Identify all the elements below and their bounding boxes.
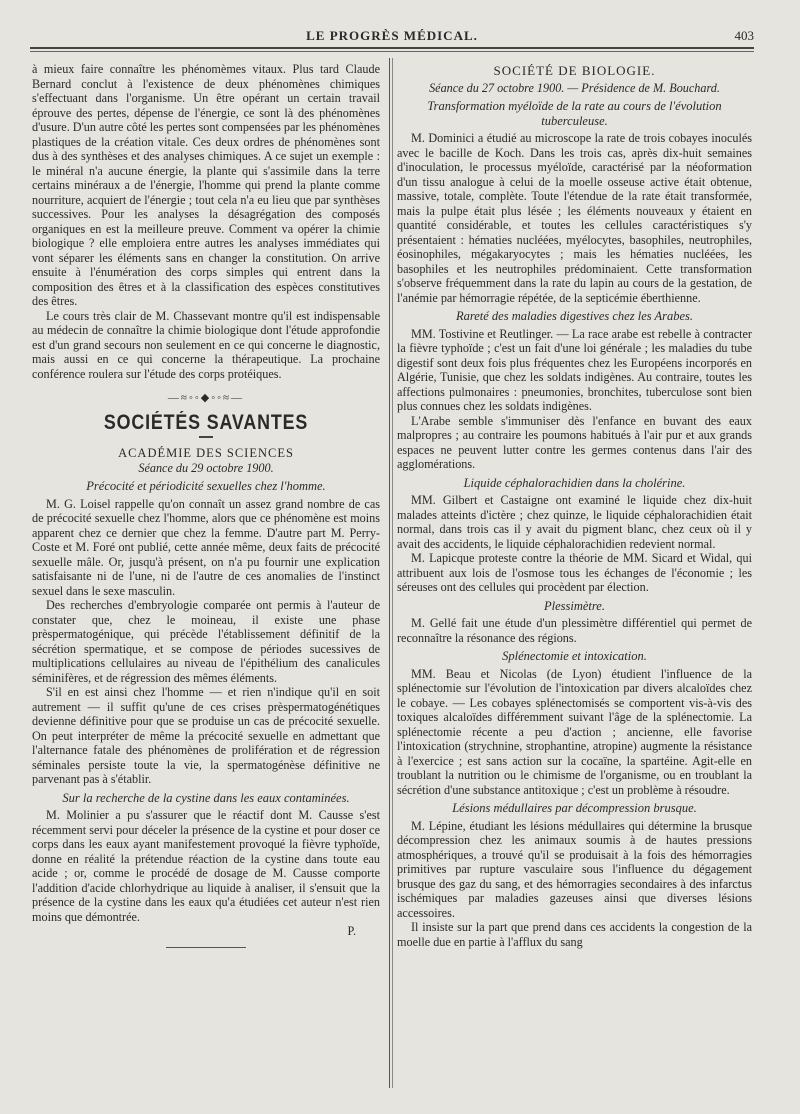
society-heading: SOCIÉTÉ DE BIOLOGIE. — [493, 63, 656, 78]
column-divider — [389, 58, 390, 1088]
end-rule — [166, 947, 246, 948]
session-date: Séance du 29 octobre 1900. — [138, 460, 274, 475]
article-title: Liquide céphalorachidien dans la cholérine. — [463, 475, 686, 490]
left-paragraph-4: Des recherches d'embryologie comparée ont permis à l'auteur de constater que, chez le moineau, il existe une phase prèspermatogénique, qui précède l'établissement définitif de la sécrétion spermatique, et se compose de périodes sucessives de multiplications cellulaires au niveau de l'épithélium des canalicules séminifères, et de régression des mêmes éléments. — [32, 598, 380, 685]
left-paragraph-5: S'il en est ainsi chez l'homme — et rien n'indique qu'il en soit autrement — il suffit qu'une de ces crises prèspermatogénétiques devienne définitive pour que se produise un cas de précocité sexuelle. On peut interpréter de même la précocité sexuelle en admettant que l'alternance fatale des phénomènes de prolifération et de régression séminales persiste toute la vie, la spermatogénèse définitive ne parvenant pas à s'établir. — [32, 685, 380, 786]
ornament-divider: —≈◦◦◆◦◦≈— — [167, 392, 245, 404]
article-title: Sur la recherche de la cystine dans les eaux contaminées. — [62, 790, 350, 805]
article-title: Splénectomie et intoxication. — [502, 649, 647, 663]
left-column — [32, 62, 380, 948]
right-paragraph-3: L'Arabe semble s'immuniser dès l'enfance en buvant des eaux malpropres ; au contraire les poumons habitués à l'air pur et aux grands espaces ne peuvent lutter contre les germes contenus dans l'air des agglomérations. — [397, 413, 752, 471]
section-heading: SOCIÉTÉS SAVANTES — [103, 410, 309, 434]
column-divider-inner — [392, 58, 393, 1088]
left-paragraph-3: M. G. Loisel rappelle qu'on connaît un assez grand nombre de cas de précocité sexuelle chez l'homme, alors que ce phénomène est moins apparent chez ce dernier que chez la femme. D'autre part M. Perry-Coste et M. Foré ont publié, cette année même, deux faits de précocité sexuelle mâle. Or, jusqu'à présent, on n'a pu fournir une explication satisfaisante ni de l'une, ni de l'autre de ces anomalies de l'instinct sexuel dans le sexe masculin. — [32, 496, 380, 598]
left-paragraph-2: Le cours très clair de M. Chassevant montre qu'il est indispensable au médecin de connaître la chimie biologique dont l'étude approfondie est d'un grand secours non seulement en ce qui concerne le diagnostic, mais aussi en ce qui concerne la thérapeutique. La prochaine conférence roulera sur l'étude des corps protéiques. — [32, 308, 380, 381]
short-rule — [199, 436, 213, 438]
article-title: Précocité et périodicité sexuelles chez l'homme. — [86, 479, 326, 493]
page-number: 403 — [734, 28, 754, 43]
right-paragraph-8: M. Lépine, étudiant les lésions médullaires qui détermine la brusque décompression chez les animaux soumis à de hautes pressions atmosphériques, a trouvé qu'il se produisait à la fois des hémorragies primitives par rupture vasculaire sous l'influence du dégagement brusque des gaz du sang, et des hémorragies secondaires à des infarctus ischémiques par maladies gazeuses ainsi que diverses lésions accessoires. — [397, 818, 752, 920]
right-paragraph-4: MM. Gilbert et Castaigne ont examiné le liquide chez dix-huit malades atteints d'ictère ; chez quinze, le liquide céphalorachidien était normal, dans trois cas il y avait du pigment blanc, chez ceux où il y avait des accidents, le liquide céphalorachidien redevient normal. — [397, 493, 752, 551]
article-title: Plessimètre. — [544, 598, 605, 613]
right-paragraph-7: MM. Beau et Nicolas (de Lyon) étudient l'influence de la splénectomie sur l'évolution de l'intoxication par divers alcaloïdes chez le cobaye. — Les cobayes splénectomisés se comportent vis-à-vis des toxiques alcaloïdes différemment suivant l'âge de la splénectomie. La splénectomie récente a peu d'action ; ancienne, elle favorise l'intoxication (strychnine, strophantine, atropine) augmente la résistance à l'exercice ; est sans action sur la cocaïne, la spartéine. Agit-elle en troublant la nutrition ou le chimisme de l'organisme, ou en troublant la sécrétion d'une substance antitoxique ; c'est un problème à résoudre. — [397, 666, 752, 797]
header-rule-thin — [30, 51, 754, 52]
right-paragraph-6: M. Gellé fait une étude d'un plessimètre différentiel qui permet de reconnaître la résonance des régions. — [397, 616, 752, 645]
journal-title: LE PROGRÈS MÉDICAL. — [306, 28, 478, 43]
right-paragraph-2: MM. Tostivine et Reutlinger. — La race arabe est rebelle à contracter la fièvre typhoïde ; c'est un fait d'une loi générale ; les maladies du tube digestif sont deux fois plus fréquentes chez les Européens incorporés en Algérie, Tunisie, que chez les soldats indigènes. Au contraire, toutes les affections pulmonaires : pneumonies, bronchites, tuberculose sont bien plus connues chez les soldats indigènes. — [397, 326, 752, 413]
academy-heading: ACADÉMIE DES SCIENCES — [118, 446, 294, 460]
header-rule — [30, 47, 754, 49]
right-paragraph-1: M. Dominici a étudié au microscope la rate de trois cobayes inoculés avec le bacille de Koch. Dans les trois cas, après dix-huit semaines d'inoculation, le processus myéloïde, caractérisé par la néoformation d'un tissu analogue à celui de la moelle osseuse active était obtenue, massive, totale, complète. Toute l'étendue de la rate était transformée, mais la pulpe était plus lésée ; les éléments nouveaux y étaient en quantité considérable, et toutes les cellules caractéristiques s'y présentaient : hématies nucléées, myélocytes, basophiles, neutrophiles, éosinophiles, mégakaryocytes ; mais les hématies nucléées, les basophiles et les neutrophiles prédominaient. Cette transformation s'observe fréquemment dans la rate du lapin au cours de la gestation, de l'anémie par hémorragie répétée, de la septicémie éberthienne. — [397, 131, 752, 305]
right-column — [397, 62, 752, 949]
article-title: Transformation myéloïde de la rate au cours de l'évolution tuberculeuse. — [427, 99, 722, 128]
page-header — [30, 28, 754, 46]
article-title: Lésions médullaires par décompression brusque. — [452, 801, 697, 815]
left-paragraph-1: à mieux faire connaître les phénomèmes vitaux. Plus tard Claude Bernard conclut à l'existence de deux phénomènes chimiques s'effectuant dans l'organisme. Un être opérant un certain travail éprouve des pertes, dépense de l'énergie, ce sont là des phénomènes d'usure. D'un autre côté les pertes sont compensées par les phénomènes plastiques de la création vitale. Ces deux ordres de phénomènes sont dus à des synthèses et des analyses chimiques. A ce sujet un exemple : le minéral n'a aucune énergie, la plante qui s'assimile dans la terre certains minéraux a de l'énergie, l'homme qui prend la plante comme nourriture, acquiert de l'énergie ; tout cela n'a eu lieu que par synthèses successives. Pour les analyses la désagrégation des composés organiques en est la meilleure preuve. Comment va opérer la chimie biologique ? elle emploiera entre autres les analyses immédiates qui vont séparer les éléments sans en changer la constitution. On arrive ensuite à l'énumération des corps simples qui entrent dans la composition des êtres et à la classification des espèces constitutives des êtres. — [32, 62, 380, 308]
signature: P. — [347, 924, 356, 938]
article-title: Rareté des maladies digestives chez les Arabes. — [455, 309, 694, 323]
left-paragraph-6: M. Molinier a pu s'assurer que le réactif dont M. Causse s'est récemment servi pour déceler la présence de la cystine et pour doser ce corps dans les eaux ayant manifestement provoqué la fièvre typhoïde, donne en réalité la prétendue réaction de la cystine dans toute eau acide ; or, comme le procédé de dosage de M. Causse comporte l'addition d'acide chlorhydrique au liquide à analiser, il s'ensuit que la présence de la cystine dans les eaux qu'a étudiées cet auteur n'est rien moins que démontrée. — [32, 808, 380, 924]
right-paragraph-5: M. Lapicque proteste contre la théorie de MM. Sicard et Widal, qui attribuent aux lois de l'osmose tous les échanges de l'économie ; les séreuses ont des cellules qui procèdent par élection. — [397, 551, 752, 594]
right-paragraph-9: Il insiste sur la part que prend dans ces accidents la congestion de la moelle due en partie à l'afflux du sang — [397, 920, 752, 949]
session-date: Séance du 27 octobre 1900. — Présidence de M. Bouchard. — [429, 80, 720, 95]
